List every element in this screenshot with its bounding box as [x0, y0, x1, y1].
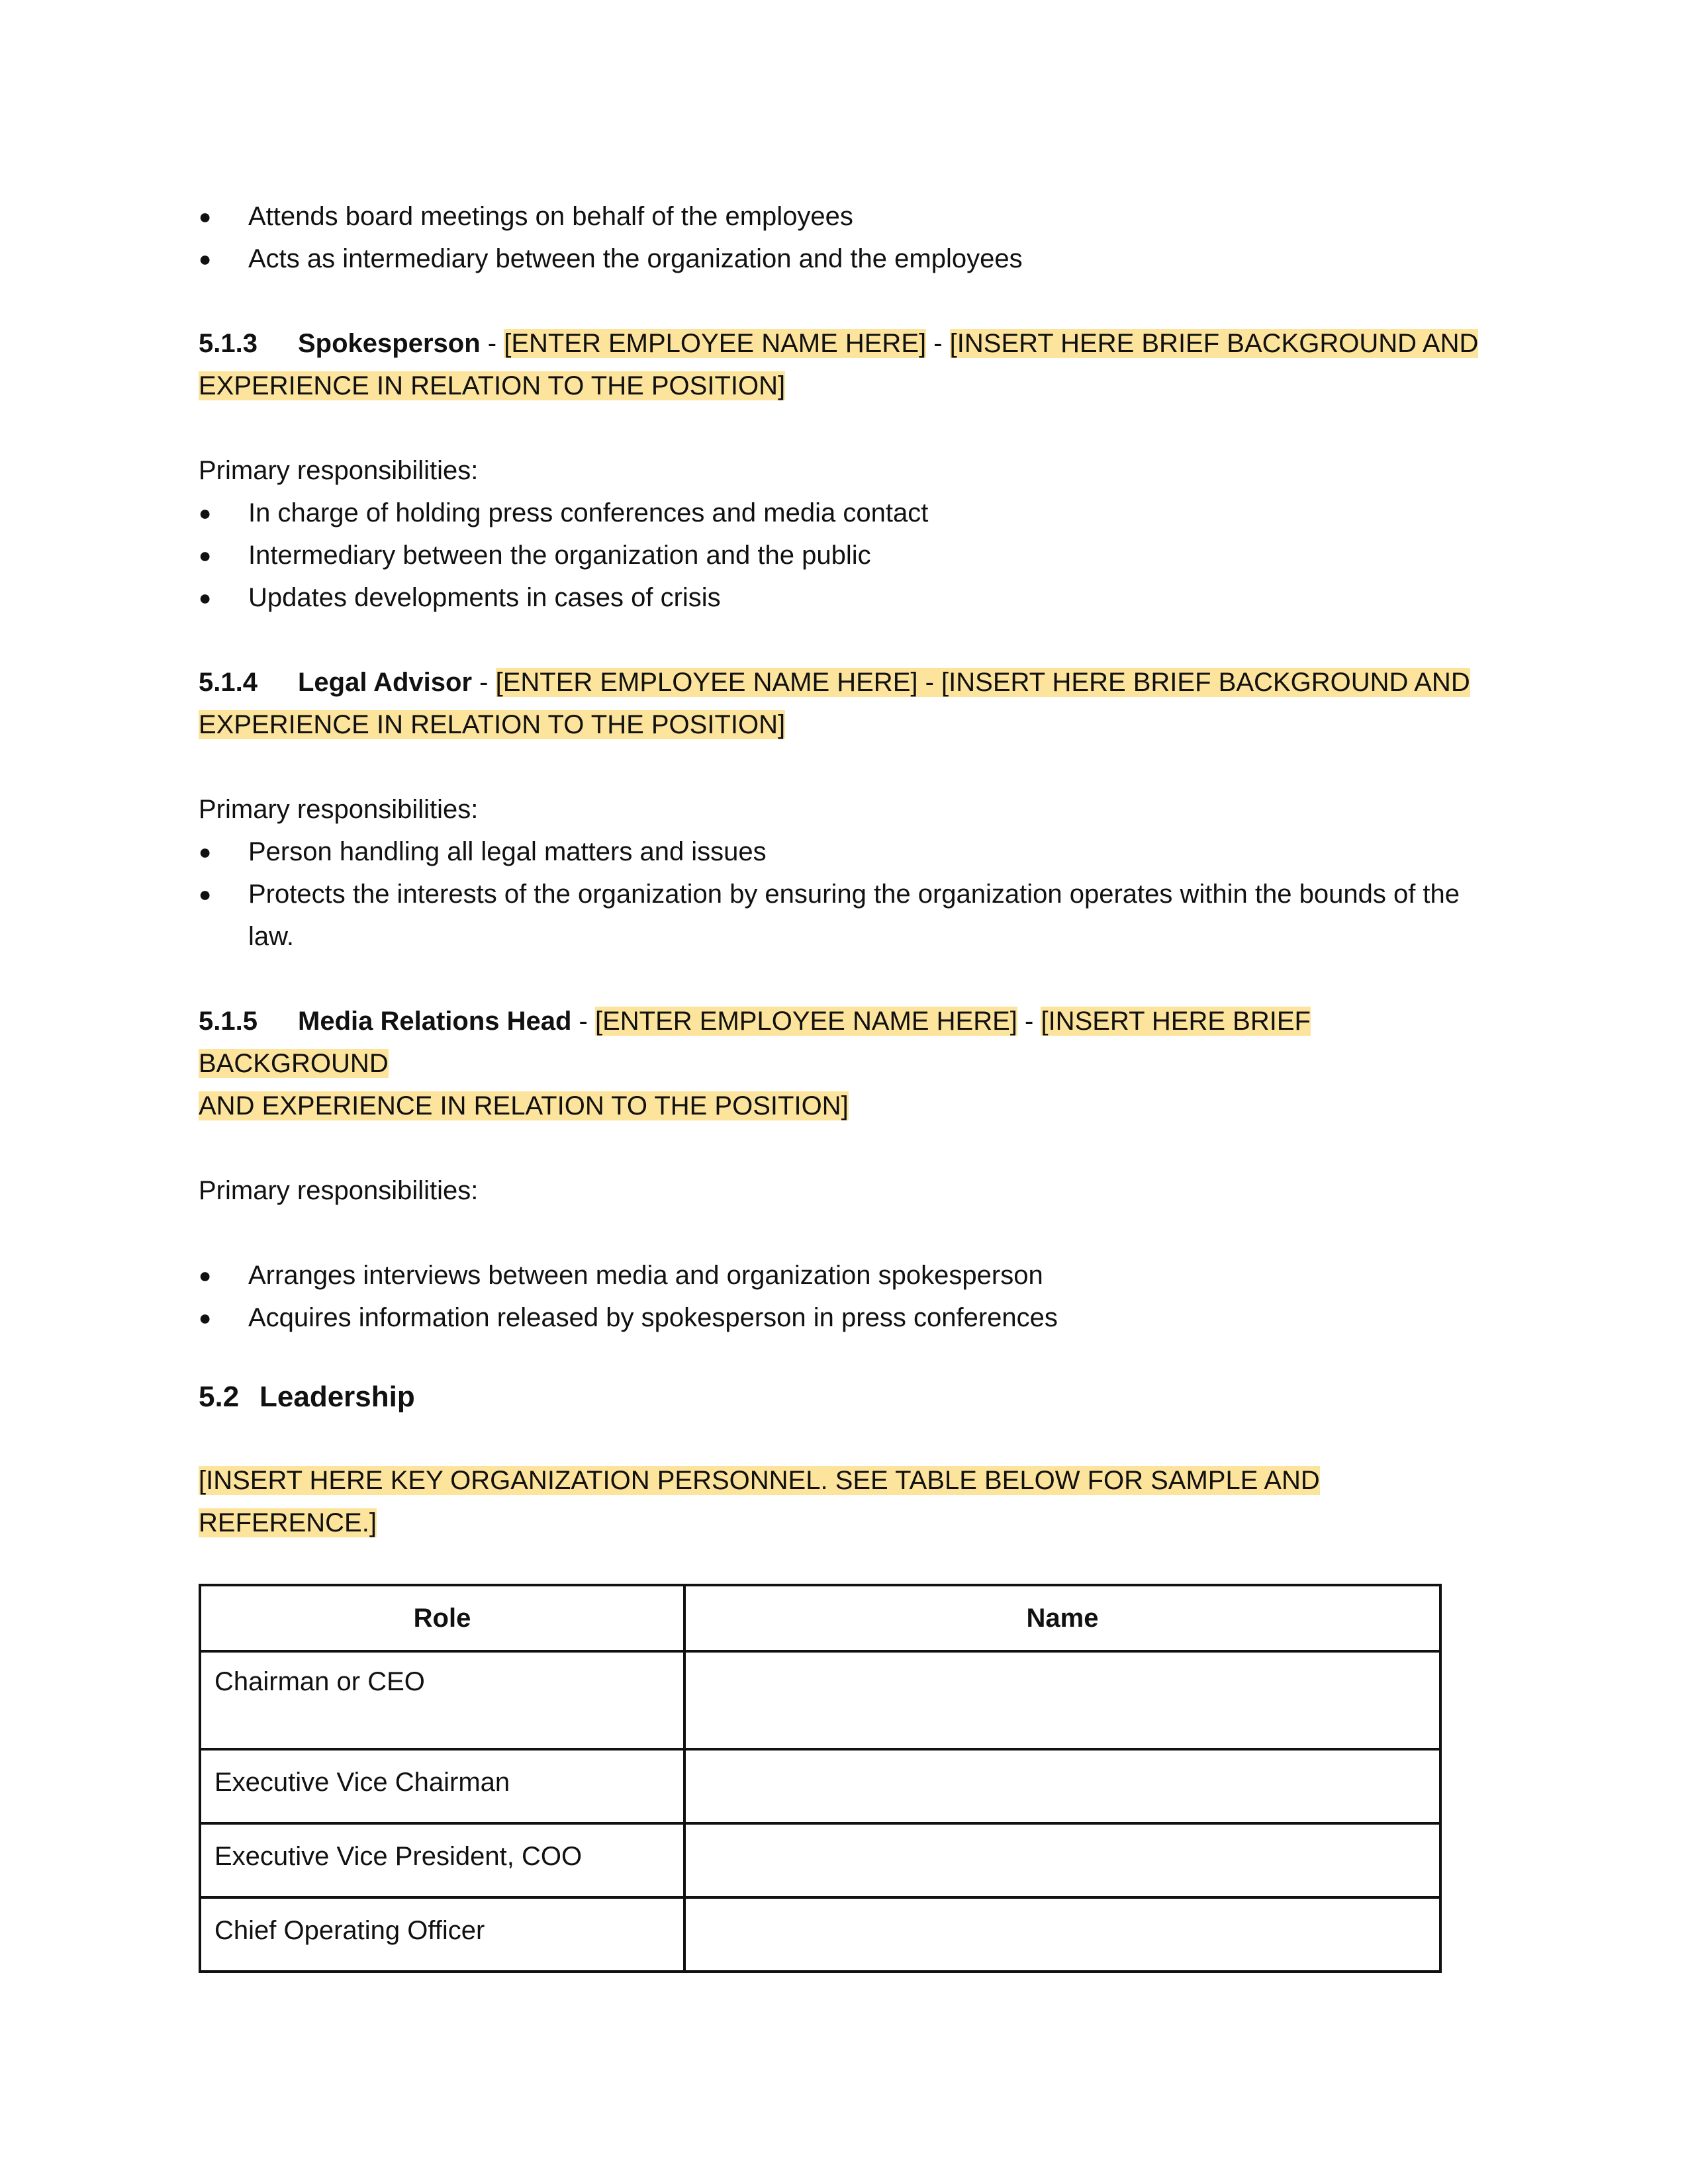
separator: -: [1017, 1007, 1041, 1036]
separator: -: [480, 329, 504, 358]
list-item: ● Intermediary between the organization and the public: [199, 534, 1489, 576]
section-title: Spokesperson: [298, 329, 481, 358]
separator: -: [571, 1007, 595, 1036]
name-cell[interactable]: [684, 1823, 1440, 1897]
section-heading-spokesperson: [199, 322, 1489, 407]
employee-name-placeholder[interactable]: [ENTER EMPLOYEE NAME HERE] - [INSERT HERE BRIEF BACKGROUND AND: [495, 668, 1470, 697]
key-personnel-placeholder[interactable]: [INSERT HERE KEY ORGANIZATION PERSONNEL. SEE TABLE BELOW FOR SAMPLE AND REFERENCE.]: [199, 1466, 1320, 1537]
name-cell[interactable]: [684, 1651, 1440, 1749]
role-cell: Chief Operating Officer: [200, 1897, 684, 1972]
list-item: ● Protects the interests of the organization by ensuring the organization operates within the bounds of the law.: [199, 873, 1489, 958]
section-number: 5.2: [199, 1381, 240, 1413]
intro-bullet-list: [199, 195, 1489, 280]
role-cell: Chairman or CEO: [200, 1651, 684, 1749]
responsibilities-list: [199, 1254, 1489, 1339]
table-header-row: [200, 1585, 1440, 1651]
list-item: ● Person handling all legal matters and issues: [199, 831, 1489, 873]
section-number: 5.1.3: [199, 329, 258, 358]
responsibilities-label: Primary responsibilities:: [199, 1176, 479, 1205]
background-placeholder-continued[interactable]: AND EXPERIENCE IN RELATION TO THE POSITION]: [199, 1091, 849, 1120]
list-item: ● Acts as intermediary between the organization and the employees: [199, 238, 1489, 280]
background-placeholder-continued[interactable]: EXPERIENCE IN RELATION TO THE POSITION]: [199, 371, 786, 400]
section-number: 5.1.4: [199, 668, 258, 697]
table-row: [200, 1749, 1440, 1823]
responsibilities-list: [199, 831, 1489, 958]
name-cell[interactable]: [684, 1749, 1440, 1823]
section-number: 5.1.5: [199, 1007, 258, 1036]
table-row: [200, 1823, 1440, 1897]
employee-name-placeholder[interactable]: [ENTER EMPLOYEE NAME HERE]: [504, 329, 927, 358]
list-item: ● Updates developments in cases of crisis: [199, 576, 1489, 619]
role-cell: Executive Vice President, COO: [200, 1823, 684, 1897]
list-item: ● Arranges interviews between media and organization spokesperson: [199, 1254, 1489, 1297]
list-item: ● Attends board meetings on behalf of the employees: [199, 195, 1489, 238]
section-title: Legal Advisor: [298, 668, 473, 697]
section-title: Leadership: [259, 1381, 415, 1413]
role-cell: Executive Vice Chairman: [200, 1749, 684, 1823]
section-heading-legal-advisor: [199, 661, 1489, 746]
background-placeholder[interactable]: [INSERT HERE BRIEF BACKGROUND: [199, 1007, 1311, 1078]
document-page: [199, 195, 1489, 1973]
column-header-role: Role: [200, 1585, 684, 1651]
name-cell[interactable]: [684, 1897, 1440, 1972]
table-row: [200, 1651, 1440, 1749]
employee-name-placeholder[interactable]: [ENTER EMPLOYEE NAME HERE]: [594, 1007, 1017, 1036]
responsibilities-label: Primary responsibilities:: [199, 456, 479, 485]
section-heading-media-relations-head: [199, 1000, 1489, 1127]
leadership-table: [199, 1584, 1442, 1973]
background-placeholder-continued[interactable]: EXPERIENCE IN RELATION TO THE POSITION]: [199, 710, 786, 739]
table-row: [200, 1897, 1440, 1972]
background-placeholder[interactable]: [INSERT HERE BRIEF BACKGROUND AND: [949, 329, 1479, 358]
responsibilities-label: Primary responsibilities:: [199, 795, 479, 824]
list-item: ● Acquires information released by spokesperson in press conferences: [199, 1297, 1489, 1339]
responsibilities-list: [199, 492, 1489, 619]
list-item: ● In charge of holding press conferences and media contact: [199, 492, 1489, 534]
section-heading-leadership: [199, 1376, 1489, 1418]
section-title: Media Relations Head: [298, 1007, 572, 1036]
separator: -: [472, 668, 496, 697]
column-header-name: Name: [684, 1585, 1440, 1651]
separator: -: [926, 329, 950, 358]
